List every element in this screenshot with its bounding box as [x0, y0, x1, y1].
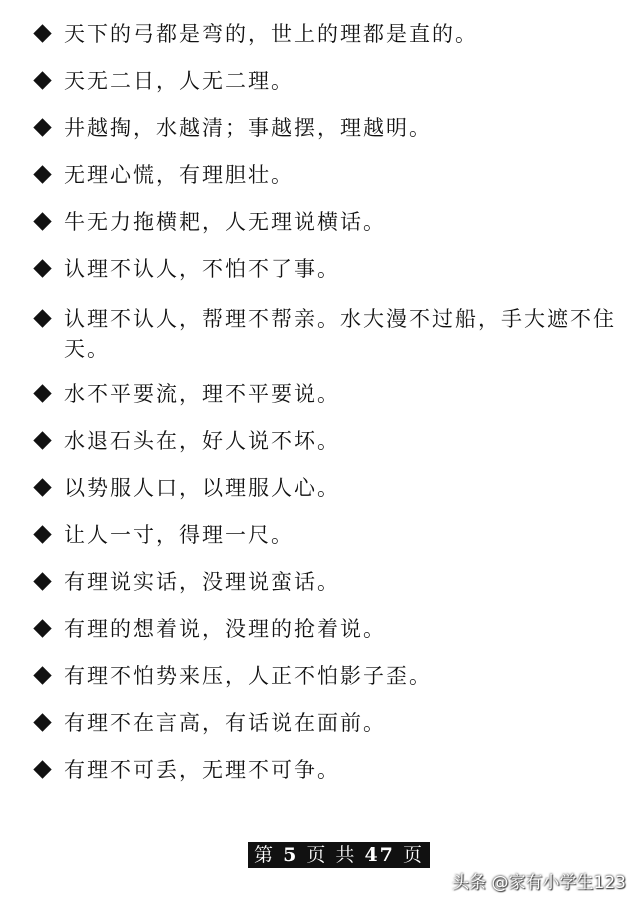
proverb-item — [34, 523, 626, 548]
proverb-text: 让人一寸，得理一尺。 — [64, 523, 294, 547]
proverb-text: 井越掏，水越清；事越摆，理越明。 — [64, 116, 432, 140]
proverb-item — [34, 69, 626, 94]
diamond-bullet-icon — [33, 165, 51, 183]
diamond-bullet-icon — [33, 212, 51, 230]
proverb-text: 以势服人口，以理服人心。 — [64, 476, 340, 500]
proverb-item — [34, 429, 626, 454]
proverb-text: 水不平要流，理不平要说。 — [64, 382, 340, 406]
diamond-bullet-icon — [33, 619, 51, 637]
proverb-item — [34, 382, 626, 407]
diamond-bullet-icon — [33, 118, 51, 136]
proverb-text: 有理的想着说，没理的抢着说。 — [64, 617, 386, 641]
diamond-bullet-icon — [33, 666, 51, 684]
proverb-text: 有理不在言高，有话说在面前。 — [64, 711, 386, 735]
proverb-list — [34, 22, 626, 805]
diamond-bullet-icon — [33, 431, 51, 449]
proverb-item — [34, 758, 626, 783]
page-number-footer — [248, 842, 430, 868]
diamond-bullet-icon — [33, 384, 51, 402]
diamond-bullet-icon — [33, 259, 51, 277]
proverb-item — [34, 22, 626, 47]
proverb-item — [34, 257, 626, 282]
diamond-bullet-icon — [33, 713, 51, 731]
proverb-text: 有理说实话，没理说蛮话。 — [64, 570, 340, 594]
proverb-item — [34, 116, 626, 141]
proverb-text: 认理不认人，不怕不了事。 — [64, 257, 340, 281]
proverb-text: 水退石头在，好人说不坏。 — [64, 429, 340, 453]
proverb-item — [34, 664, 626, 689]
proverb-text: 认理不认人，帮理不帮亲。水大漫不过船，手大遮不住天。 — [64, 307, 616, 361]
proverb-text: 天下的弓都是弯的，世上的理都是直的。 — [64, 22, 478, 46]
diamond-bullet-icon — [33, 760, 51, 778]
diamond-bullet-icon — [33, 24, 51, 42]
diamond-bullet-icon — [33, 525, 51, 543]
diamond-bullet-icon — [33, 309, 51, 327]
diamond-bullet-icon — [33, 478, 51, 496]
proverb-item — [34, 476, 626, 501]
proverb-text: 有理不怕势来压，人正不怕影子歪。 — [64, 664, 432, 688]
proverb-text: 牛无力拖横耙，人无理说横话。 — [64, 210, 386, 234]
watermark: 头条 @家有小学生123 — [452, 873, 626, 893]
current-page-number: 5 — [283, 844, 299, 866]
proverb-item — [34, 570, 626, 595]
proverb-item — [34, 304, 626, 364]
proverb-text: 天无二日，人无二理。 — [64, 69, 294, 93]
proverb-item — [34, 617, 626, 642]
proverb-text: 有理不可丢，无理不可争。 — [64, 758, 340, 782]
proverb-item — [34, 711, 626, 736]
diamond-bullet-icon — [33, 572, 51, 590]
proverb-text: 无理心慌，有理胆壮。 — [64, 163, 294, 187]
diamond-bullet-icon — [33, 71, 51, 89]
total-pages-number: 47 — [364, 844, 395, 866]
page-suffix: 页 — [402, 844, 424, 866]
page-middle: 页 共 — [306, 844, 357, 866]
proverb-item — [34, 163, 626, 188]
proverb-item — [34, 210, 626, 235]
page-prefix: 第 — [254, 844, 276, 866]
